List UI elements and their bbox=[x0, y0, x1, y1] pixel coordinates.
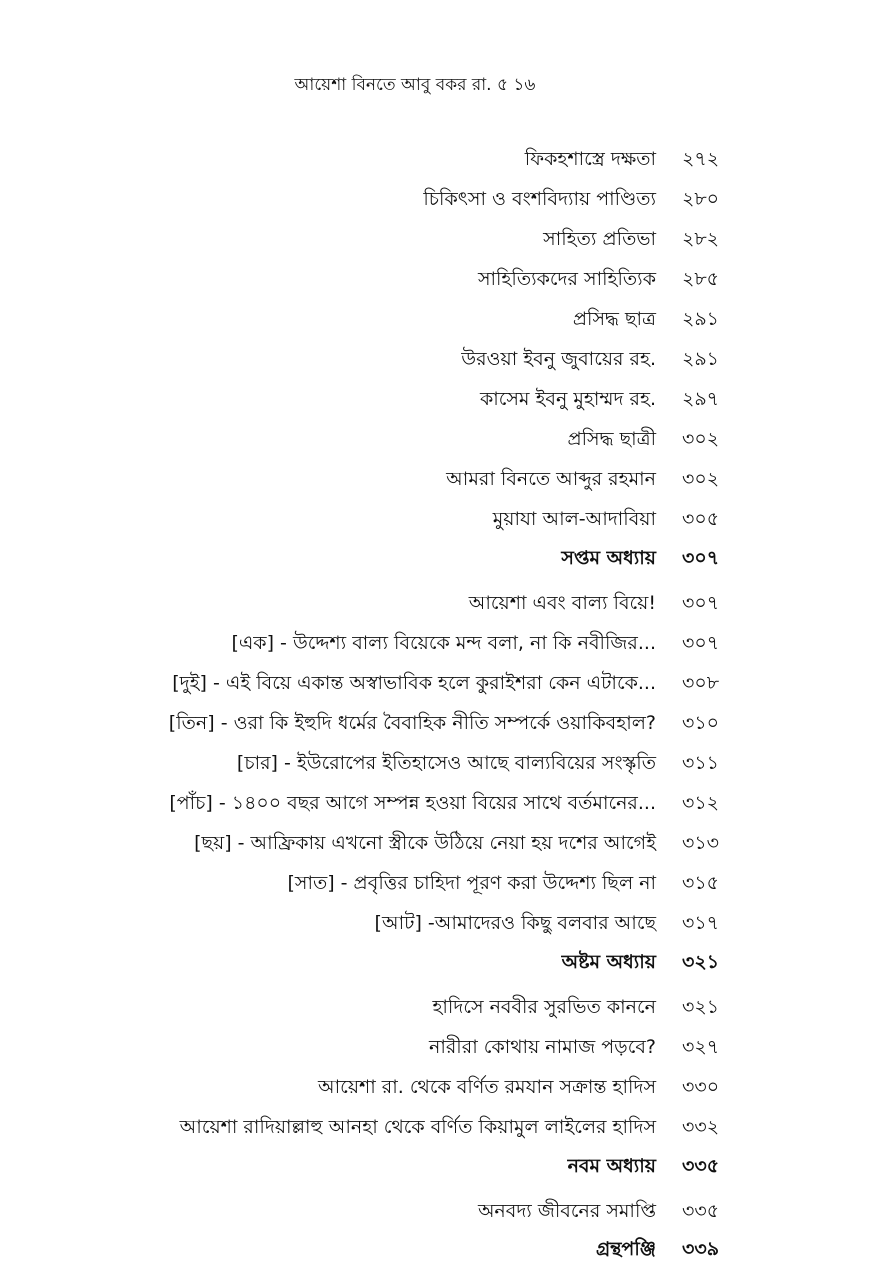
toc-entry-page: ৩১২ bbox=[682, 792, 720, 814]
toc-chapter-title: নবম অধ্যায় bbox=[567, 1155, 656, 1177]
toc-entry-page: ৩১১ bbox=[682, 752, 720, 774]
toc-entry-page: ৩৩০ bbox=[682, 1076, 720, 1098]
toc-entry-title: [চার] - ইউরোপের ইতিহাসেও আছে বাল্যবিয়ের সংস্কৃতি bbox=[236, 752, 656, 774]
toc-entry-title: আয়েশা রা. থেকে বর্ণিত রমযান সক্রান্ত হাদিস bbox=[318, 1076, 656, 1098]
toc-entry bbox=[0, 708, 870, 738]
toc-chapter-page: ৩০৭ bbox=[682, 547, 720, 569]
toc-entry-page: ৩১০ bbox=[682, 712, 720, 734]
toc-entry bbox=[0, 184, 870, 214]
toc-entry-title: [এক] - উদ্দেশ্য বাল্য বিয়েকে মন্দ বলা, না কি নবীজির... bbox=[231, 632, 656, 654]
toc-chapter-page: ৩৩৯ bbox=[682, 1238, 720, 1260]
toc-entry-title: আমরা বিনতে আব্দুর রহমান bbox=[446, 468, 656, 490]
toc-entry bbox=[0, 384, 870, 414]
toc-entry bbox=[0, 828, 870, 858]
toc-entry-title: [তিন] - ওরা কি ইহুদি ধর্মের বৈবাহিক নীতি সম্পর্কে ওয়াকিবহাল? bbox=[168, 712, 656, 734]
toc-entry bbox=[0, 344, 870, 374]
toc-entry-page: ৩৩২ bbox=[682, 1116, 720, 1138]
toc-entry-title: কাসেম ইবনু মুহাম্মদ রহ. bbox=[479, 388, 656, 410]
toc-entry-title: সাহিত্য প্রতিভা bbox=[543, 228, 656, 250]
toc-entry bbox=[0, 424, 870, 454]
toc-entry bbox=[0, 908, 870, 938]
toc-entry-title: চিকিৎসা ও বংশবিদ্যায় পাণ্ডিত্য bbox=[423, 188, 656, 210]
toc-entry-title: সাহিত্যিকদের সাহিত্যিক bbox=[477, 268, 656, 290]
toc-entry-page: ৩০৭ bbox=[682, 632, 720, 654]
toc-entry-title: প্রসিদ্ধ ছাত্রী bbox=[567, 428, 656, 450]
toc-entry-page: ২৯১ bbox=[682, 348, 720, 370]
toc-entry bbox=[0, 504, 870, 534]
toc-entry-page: ৩২১ bbox=[682, 996, 720, 1018]
toc-entry-page: ২৭২ bbox=[682, 148, 720, 170]
toc-entry-title: [আট] -আমাদেরও কিছু বলবার আছে bbox=[374, 912, 656, 934]
toc-entry-title: [দুই] - এই বিয়ে একান্ত অস্বাভাবিক হলে কুরাইশরা কেন এটাকে... bbox=[172, 672, 656, 694]
toc-entry bbox=[0, 1032, 870, 1062]
toc-entry bbox=[0, 144, 870, 174]
toc-entry-title: [সাত] - প্রবৃত্তির চাহিদা পূরণ করা উদ্দেশ্য ছিল না bbox=[287, 872, 656, 894]
toc-entry bbox=[0, 788, 870, 818]
toc-entry-title: [ছয়] - আফ্রিকায় এখনো স্ত্রীকে উঠিয়ে নেয়া হয় দশের আগেই bbox=[194, 832, 656, 854]
toc-chapter-heading bbox=[0, 1151, 870, 1181]
toc-entry-page: ২৮০ bbox=[682, 188, 720, 210]
toc-entry-page: ২৯৭ bbox=[682, 388, 720, 410]
toc-chapter-title: গ্রন্থপঞ্জি bbox=[595, 1238, 656, 1260]
toc-entry-page: ৩০২ bbox=[682, 468, 720, 490]
toc-entry bbox=[0, 464, 870, 494]
toc-entry-title: আয়েশা এবং বাল্য বিয়ে! bbox=[468, 592, 656, 614]
toc-entry-page: ৩১৭ bbox=[682, 912, 720, 934]
toc-chapter-heading bbox=[0, 1234, 870, 1264]
toc-entry bbox=[0, 264, 870, 294]
toc-entry-page: ৩২৭ bbox=[682, 1036, 720, 1058]
toc-entry-title: মুয়াযা আল-আদাবিয়া bbox=[492, 508, 656, 530]
toc-entry-page: ৩৩৫ bbox=[682, 1200, 720, 1222]
toc-chapter-title: অষ্টম অধ্যায় bbox=[561, 951, 656, 973]
toc-entry-title: উরওয়া ইবনু জুবায়ের রহ. bbox=[461, 348, 656, 370]
toc-entry-title: ফিকহশাস্ত্রে দক্ষতা bbox=[524, 148, 656, 170]
running-header: আয়েশা বিনতে আবু বকর রা. ৫ ১৬ bbox=[294, 75, 536, 95]
toc-entry-page: ২৮৫ bbox=[682, 268, 720, 290]
toc-entry-page: ৩০২ bbox=[682, 428, 720, 450]
toc-entry-title: হাদিসে নববীর সুরভিত কাননে bbox=[432, 996, 656, 1018]
toc-entry-page: ৩০৮ bbox=[682, 672, 720, 694]
toc-entry bbox=[0, 992, 870, 1022]
toc-entry bbox=[0, 748, 870, 778]
toc-entry-title: [পাঁচ] - ১৪০০ বছর আগে সম্পন্ন হওয়া বিয়ের সাথে বর্তমানের... bbox=[169, 792, 656, 814]
toc-entry bbox=[0, 1196, 870, 1226]
toc-entry-title: অনবদ্য জীবনের সমাপ্তি bbox=[477, 1200, 656, 1222]
toc-entry bbox=[0, 224, 870, 254]
toc-entry bbox=[0, 588, 870, 618]
toc-chapter-heading bbox=[0, 947, 870, 977]
toc-entry-page: ২৮২ bbox=[682, 228, 720, 250]
toc-chapter-page: ৩২১ bbox=[682, 951, 720, 973]
toc-entry-page: ৩০৭ bbox=[682, 592, 720, 614]
toc-entry-page: ৩০৫ bbox=[682, 508, 720, 530]
toc-entry-title: আয়েশা রাদিয়াল্লাহু আনহা থেকে বর্ণিত কিয়ামুল লাইলের হাদিস bbox=[179, 1116, 656, 1138]
toc-chapter-page: ৩৩৫ bbox=[682, 1155, 720, 1177]
toc-entry bbox=[0, 668, 870, 698]
toc-entry bbox=[0, 628, 870, 658]
toc-entry bbox=[0, 1072, 870, 1102]
toc-entry bbox=[0, 1112, 870, 1142]
toc-entry-title: প্রসিদ্ধ ছাত্র bbox=[572, 308, 656, 330]
toc-entry-page: ৩১৫ bbox=[682, 872, 720, 894]
toc-entry-page: ২৯১ bbox=[682, 308, 720, 330]
toc-chapter-heading bbox=[0, 543, 870, 573]
toc-entry bbox=[0, 868, 870, 898]
toc-chapter-title: সপ্তম অধ্যায় bbox=[561, 547, 656, 569]
toc-entry bbox=[0, 304, 870, 334]
toc-entry-title: নারীরা কোথায় নামাজ পড়বে? bbox=[429, 1036, 656, 1058]
toc-entry-page: ৩১৩ bbox=[682, 832, 720, 854]
